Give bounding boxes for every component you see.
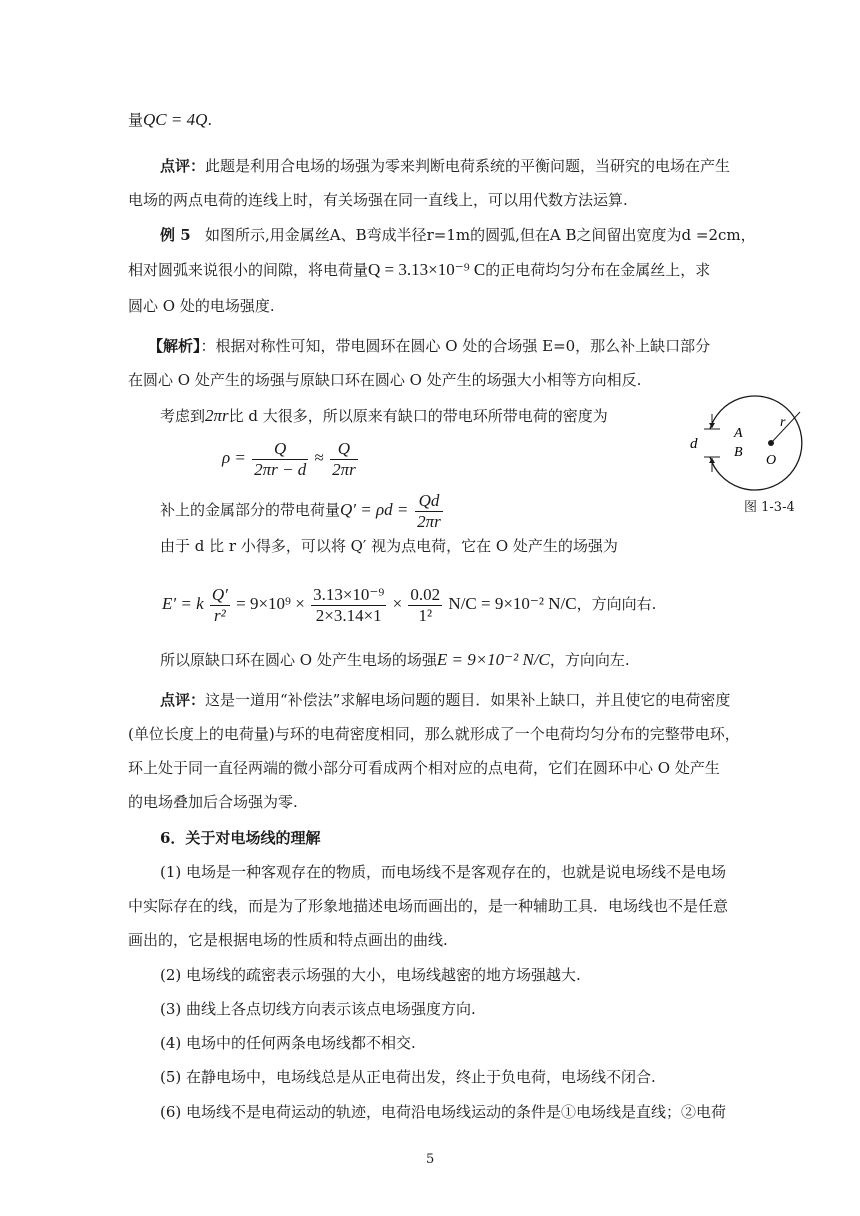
analysis-label: 【解析】 (148, 337, 201, 355)
comment-1-line-1: 点评：此题是利用合电场的场强为零来判断电荷系统的平衡问题，当研究的电场在产生 (160, 157, 731, 175)
comment-2-line-2: (单位长度上的电荷量)与环的电荷密度相同，那么就形成了一个电荷均匀分布的完整带电环， (128, 725, 740, 743)
point-5: (5) 在静电场中，电场线总是从正电荷出发，终止于负电荷，电场线不闭合. (160, 1068, 656, 1086)
label-d: d (690, 436, 698, 452)
point-1-line-3: 画出的，它是根据电场的性质和特点画出的曲线. (128, 931, 448, 949)
density-formula: ρ = $\frac{Q}{2\pi r - d}$ ≈ $\frac{Q}{2\pi r}$ (222, 438, 356, 479)
comment-label: 点评： (160, 691, 206, 709)
field-fraction-3: $\frac{0.02}{\text{1²}}$ (410, 584, 441, 625)
figure-caption: 图 1-3-4 (744, 500, 795, 515)
charge-value: Q = 3.13×10⁻⁹ C (368, 260, 486, 279)
conclusion-line: 所以原缺口环在圆心 O 处产生电场的场强E = 9×10⁻² N/C，方向向左. (160, 650, 630, 669)
analysis-line-1: 【解析】：根据对称性可知，带电圆环在圆心 O 处的合场强 E=0，那么补上缺口部分 (148, 337, 711, 355)
field-fraction-2: $\frac{\text{3.13×10⁻⁹}}{2\times 3.14\times 1}$ (313, 584, 385, 625)
patch-fraction: $\frac{Qd}{2\pi r}$ (417, 490, 441, 531)
point-2: (2) 电场线的疏密表示场强的大小，电场线越密的地方场强越大. (160, 966, 581, 984)
comment-2-line-4: 的电场叠加后合场强为零. (128, 793, 298, 811)
density-fraction-2: $\frac{Q}{2\pi r}$ (332, 438, 356, 479)
example-5-line-2: 相对圆弧来说很小的间隙，将电荷量Q = 3.13×10⁻⁹ C的正电荷均匀分布在金属丝上，求 (128, 260, 711, 279)
continued-line: 量QC = 4Q. (128, 110, 213, 129)
density-fraction-1: $\frac{Q}{2\pi r - d}$ (254, 438, 307, 479)
comment-1-line-2: 电场的两点电荷的连线上时，有关场强在同一直线上，可以用代数方法运算. (128, 191, 628, 209)
patch-charge-line: 补上的金属部分的带电荷量Q′ = ρd = $\frac{Qd}{2\pi r}$ (160, 490, 441, 531)
metal-wire-arc (710, 396, 802, 490)
page-number: 5 (426, 1152, 435, 1167)
analysis-line-2: 在圆心 O 处产生的场强与原缺口环在圆心 O 处产生的场强大小相等方向相反. (128, 371, 642, 389)
point-4: (4) 电场中的任何两条电场线都不相交. (160, 1034, 416, 1052)
label-r: r (780, 415, 786, 430)
example-5-line-3: 圆心 O 处的电场强度. (128, 297, 275, 315)
label-b: B (734, 445, 743, 460)
comment-2-line-3: 环上处于同一直径两端的微小部分可看成两个相对应的点电荷，它们在圆环中心 O 处产生 (128, 759, 720, 777)
example-5-line-1: 例 5 如图所示,用金属丝A、B弯成半径r=1m的圆弧,但在A B之间留出宽度为d =2cm， (160, 226, 756, 244)
point-6: (6) 电场线不是电荷运动的轨迹，电荷沿电场线运动的条件是①电场线是直线；②电荷 (160, 1103, 727, 1121)
label-a: A (734, 426, 743, 441)
point-1-line-1: (1) 电场是一种客观存在的物质，而电场线不是客观存在的，也就是说电场线不是电场 (160, 863, 727, 881)
ring-gap-figure (680, 392, 830, 502)
point-1-line-2: 中实际存在的线，而是为了形象地描述电场而画出的，是一种辅助工具．电场线也不是任意 (128, 897, 729, 915)
label-o: O (766, 453, 777, 468)
consider-line: 考虑到2πr比 d 大很多，所以原来有缺口的带电环所带电荷的密度为 (160, 406, 608, 425)
charge-equation: QC = 4Q (143, 110, 208, 129)
field-fraction-1: $\frac{Q'}{\text{r²}}$ (211, 584, 228, 625)
comment-2-line-1: 点评：这是一道用“补偿法”求解电场问题的题目．如果补上缺口，并且使它的电荷密度 (160, 691, 731, 709)
example-label: 例 5 (160, 226, 191, 244)
section-6-heading: 6．关于对电场线的理解 (160, 829, 321, 847)
point-3: (3) 曲线上各点切线方向表示该点电场强度方向. (160, 1000, 476, 1018)
radius-line (771, 412, 800, 443)
comment-label: 点评： (160, 157, 206, 175)
field-formula: E′ = k $\frac{Q'}{\text{r²}}$ = 9×10⁹ × $\frac{\text{3.13×10⁻⁹}}{2\times 3.14\times 1}$ × $\frac{0.02}{\text{1²}}$ N/C = 9×10⁻² N/C，方向向右. (162, 584, 657, 625)
point-charge-line: 由于 d 比 r 小得多，可以将 Q′ 视为点电荷，它在 O 处产生的场强为 (160, 537, 618, 555)
